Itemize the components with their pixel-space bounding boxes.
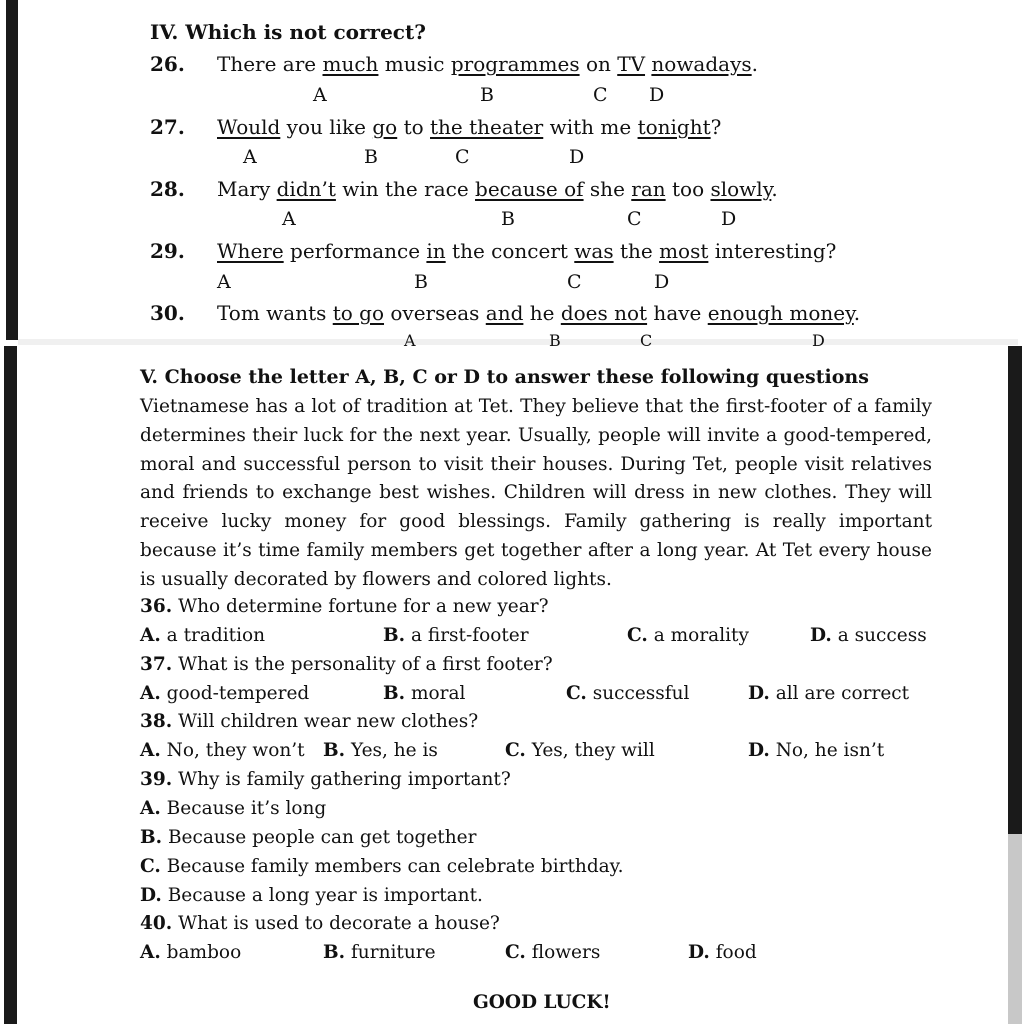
question-sentence: Mary didn’t win the race because of she ran too slowly.	[217, 177, 778, 201]
right-margin-bar-gray	[1008, 834, 1022, 1024]
option-letter: A	[282, 208, 296, 230]
option-a: A. good-tempered	[140, 683, 310, 704]
option-a: A. No, they won’t	[140, 740, 305, 761]
option-c: C. flowers	[505, 942, 601, 963]
option-letter-cut	[549, 334, 561, 340]
option-letter: D	[654, 271, 670, 293]
option-a: A. a tradition	[140, 625, 266, 646]
option-letter: B	[364, 146, 378, 168]
option-letter: B	[501, 208, 515, 230]
option-b: B. Yes, he is	[323, 740, 438, 761]
option-letter: C	[627, 208, 642, 230]
option-a: A. Because it’s long	[140, 798, 327, 819]
left-margin-bar-top	[6, 0, 18, 340]
right-margin-bar	[1008, 346, 1022, 834]
option-c: C. a morality	[627, 625, 749, 646]
question-39: 39. Why is family gathering important?	[140, 769, 511, 790]
option-d: D. food	[688, 942, 757, 963]
section-5-title: V. Choose the letter A, B, C or D to answer these following questions	[140, 366, 869, 388]
option-letter: D	[569, 146, 585, 168]
option-letter: A	[217, 271, 231, 293]
option-letter-cut	[404, 334, 416, 340]
option-c: C. Because family members can celebrate birthday.	[140, 856, 624, 877]
option-letter: A	[313, 84, 327, 106]
left-margin-bar-bottom	[4, 346, 17, 1024]
question-number: 28.	[150, 177, 185, 201]
option-c: C. successful	[566, 683, 690, 704]
option-b: B. moral	[383, 683, 466, 704]
question-sentence: Would you like go to the theater with me tonight?	[217, 115, 722, 139]
option-c: C. Yes, they will	[505, 740, 655, 761]
good-luck-footer: GOOD LUCK!	[473, 992, 611, 1013]
question-number: 26.	[150, 52, 185, 76]
option-b: B. a first-footer	[383, 625, 529, 646]
section-4-title: IV. Which is not correct?	[150, 20, 426, 44]
option-d: D. Because a long year is important.	[140, 885, 483, 906]
option-d: D. a success	[810, 625, 927, 646]
question-number: 29.	[150, 239, 185, 263]
option-letter-cut	[640, 334, 652, 340]
question-sentence: Where performance in the concert was the most interesting?	[217, 239, 837, 263]
option-d: D. all are correct	[748, 683, 910, 704]
option-letter: B	[480, 84, 494, 106]
option-d: D. No, he isn’t	[748, 740, 885, 761]
option-letter: C	[455, 146, 470, 168]
option-letter-cut	[812, 334, 825, 340]
question-40: 40. What is used to decorate a house?	[140, 913, 500, 934]
option-a: A. bamboo	[140, 942, 242, 963]
question-number: 27.	[150, 115, 185, 139]
question-sentence: There are much music programmes on TV nowadays.	[217, 52, 759, 76]
option-letter: B	[414, 271, 428, 293]
option-b: B. furniture	[323, 942, 436, 963]
question-sentence: Tom wants to go overseas and he does not have enough money.	[217, 301, 861, 325]
question-37: 37. What is the personality of a first footer?	[140, 654, 553, 675]
option-letter: C	[593, 84, 608, 106]
page-separator	[18, 339, 1018, 345]
question-36: 36. Who determine fortune for a new year?	[140, 596, 549, 617]
option-letter: D	[721, 208, 737, 230]
option-letter: A	[243, 146, 257, 168]
option-b: B. Because people can get together	[140, 827, 477, 848]
option-letter: D	[649, 84, 665, 106]
question-number: 30.	[150, 301, 185, 325]
question-38: 38. Will children wear new clothes?	[140, 711, 479, 732]
option-letter: C	[567, 271, 582, 293]
reading-passage: Vietnamese has a lot of tradition at Tet. They believe that the first-footer of a family determines their luck for the next year. Usually, people will invite a good-tempered, moral and successful person to visit their houses. During Tet, people visit relatives and friends to exchange best wishes. Children will dress in new clothes. They will receive lucky money for good blessings. Family gathering is really important because it’s time family members get together after a long year. At Tet every house is usually decorated by flowers and colored lights.	[140, 396, 932, 590]
